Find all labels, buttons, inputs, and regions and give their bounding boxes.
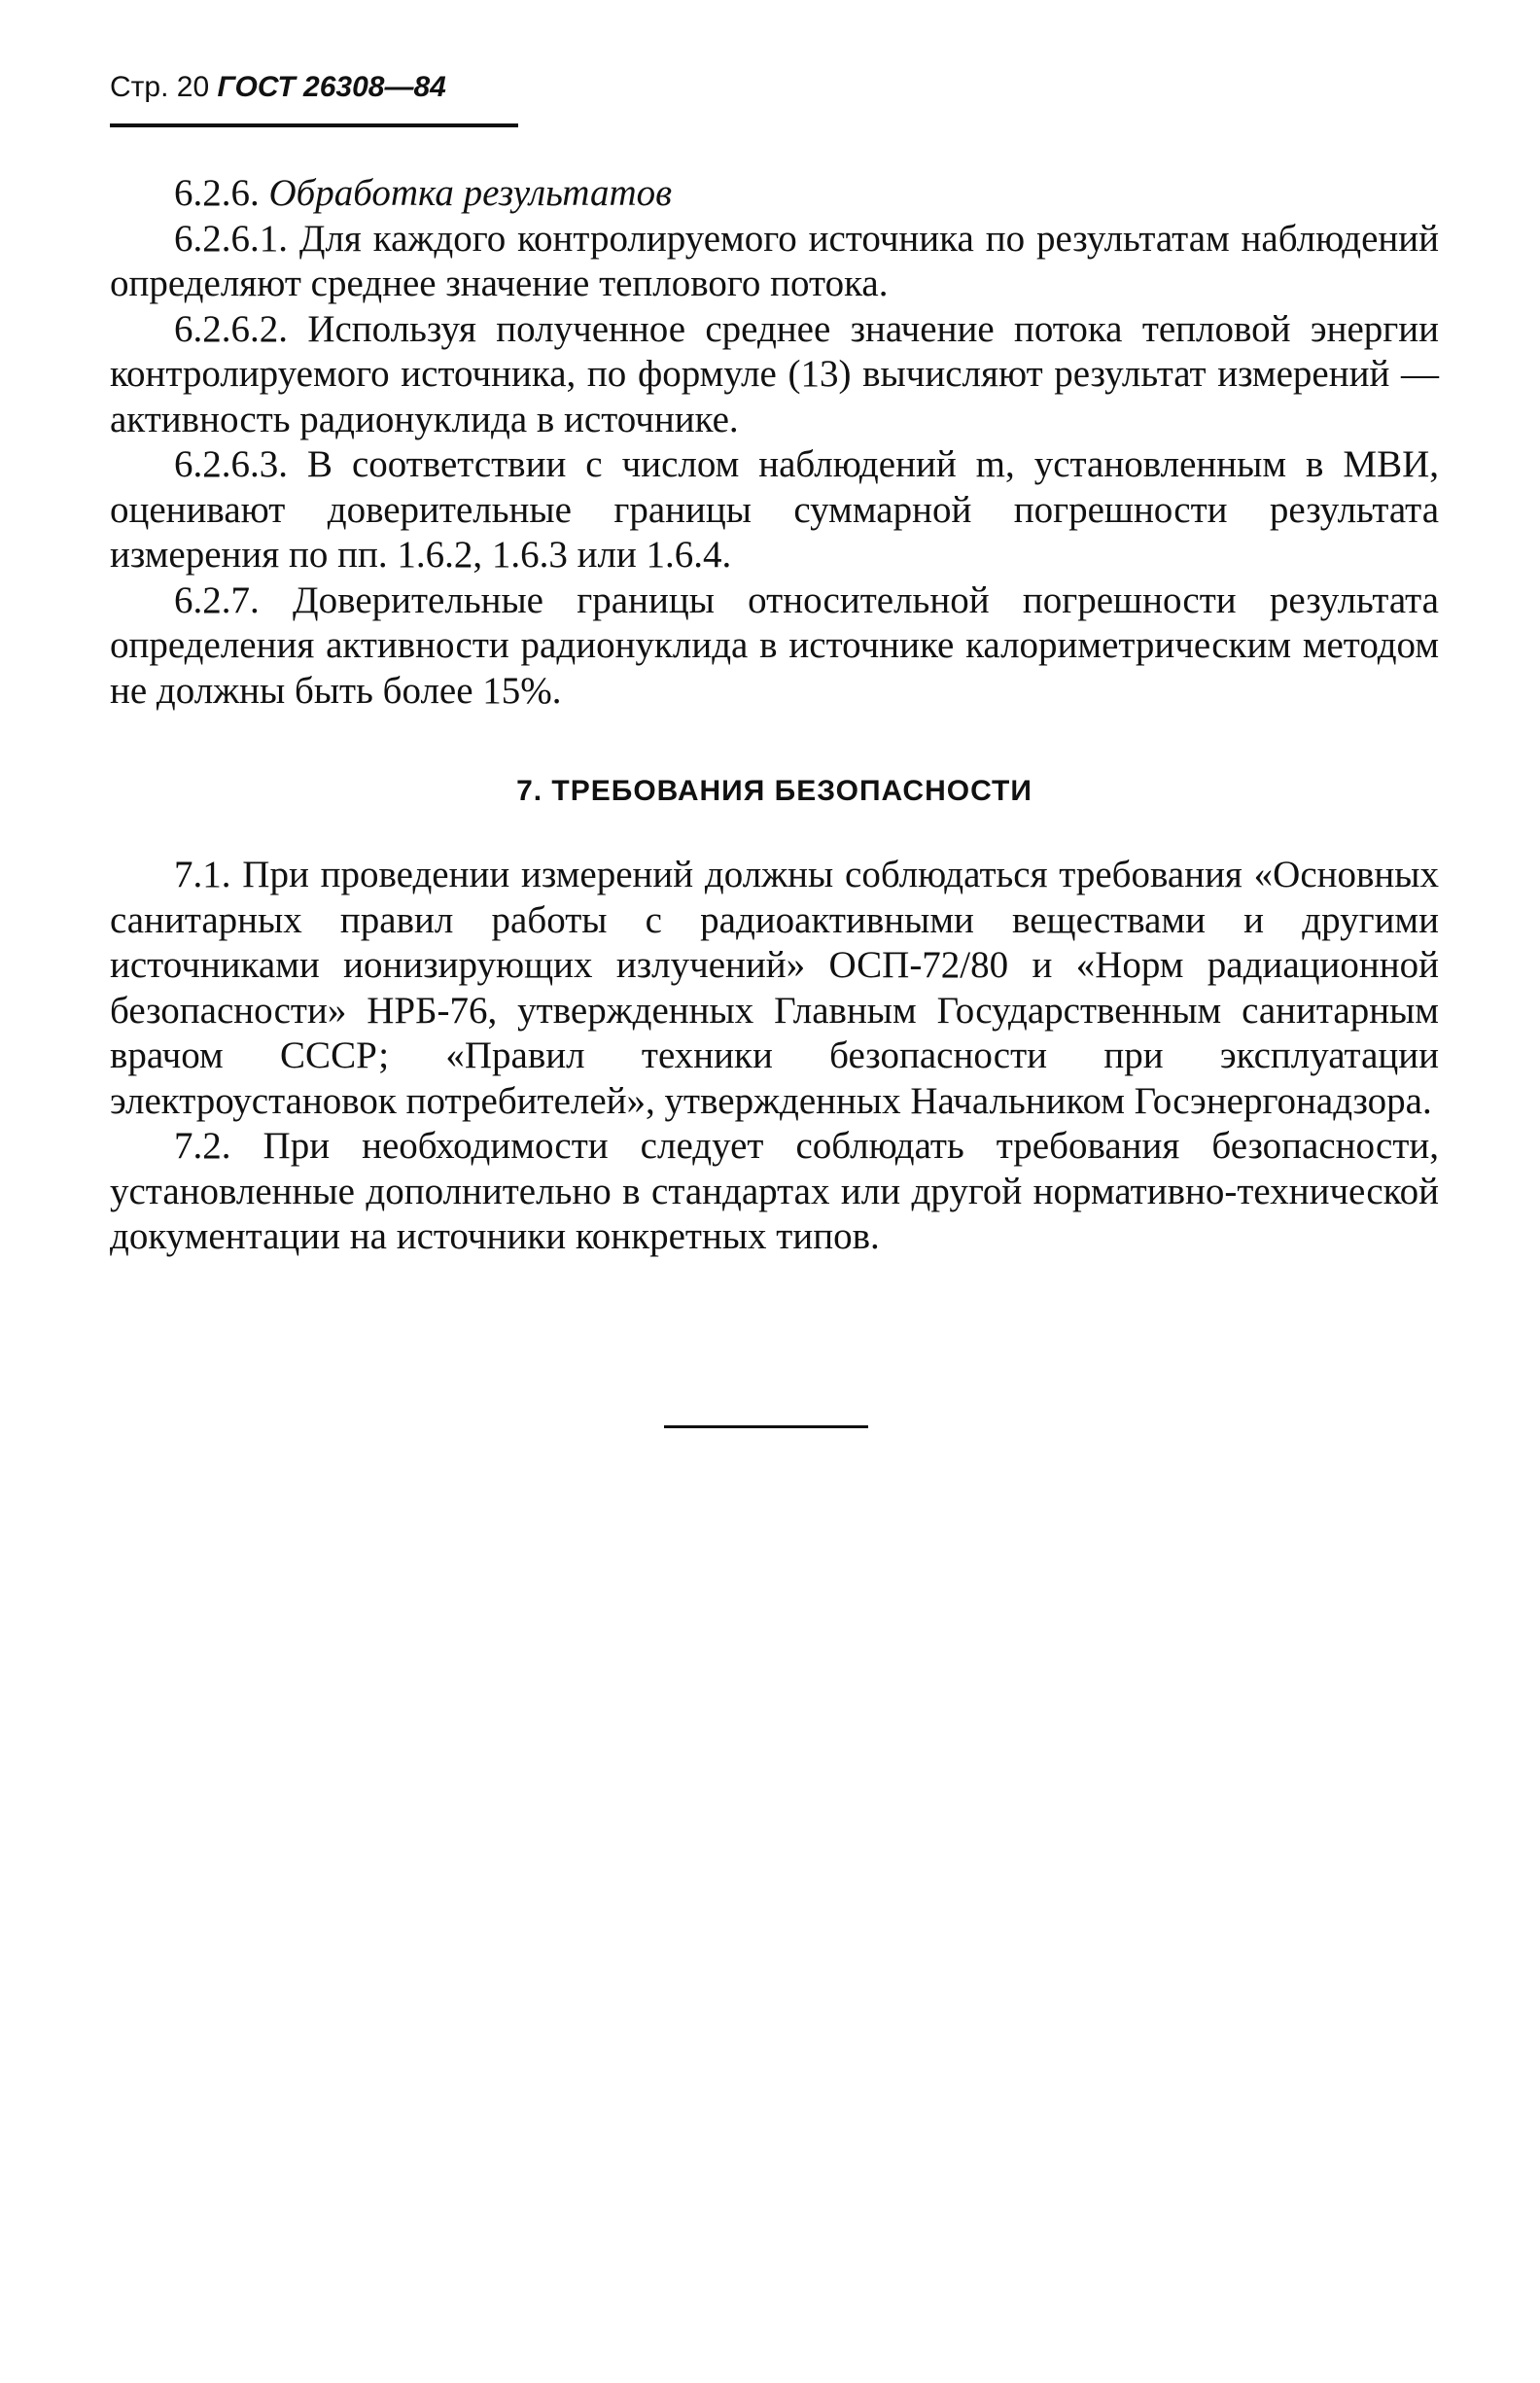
clause-7-1: 7.1. При проведении измерений должны соблюдаться требования «Основных санитарных правил работы с радиоактивными веществами и другими источниками ионизирующих излучений» ОСП-72/80 и «Норм радиационной безопасности» НРБ-76, утвержденных Главным Государственным санитарным врачом СССР; «Правил техники безопасности при эксплуатации электроустановок потребителей», утвержденных Начальником Госэнергонадзора. xyxy=(110,854,1439,1122)
clause-6-2-6-title: Обработка результатов xyxy=(268,172,673,214)
clause-6-2-6-2: 6.2.6.2. Используя полученное среднее значение потока тепловой энергии контролируемого источника, по формуле (13) вычисляют результат измерений — активность радионуклида в источнике. xyxy=(110,307,1439,440)
clause-6-2-6-number: 6.2.6. xyxy=(174,172,260,214)
end-divider xyxy=(664,1425,868,1428)
page-number: Стр. 20 xyxy=(110,71,210,103)
standard-number: ГОСТ 26308—84 xyxy=(217,71,446,103)
clause-7-2: 7.2. При необходимости следует соблюдать требования безопасности, установленные дополнительно в стандартах или другой нормативно-технической документации на источники конкретных типов. xyxy=(110,1125,1439,1257)
clause-6-2-7: 6.2.7. Доверительные границы относительной погрешности результата определения активности радионуклида в источнике калориметрическим методом не должны быть более 15%. xyxy=(110,578,1439,712)
document-body xyxy=(110,171,1439,1260)
page-header xyxy=(110,68,446,107)
clause-6-2-6-1: 6.2.6.1. Для каждого контролируемого источника по результатам наблюдений определяют среднее значение теплового потока. xyxy=(110,217,1439,304)
clause-6-2-6-3: 6.2.6.3. В соответствии с числом наблюдений m, установленным в МВИ, оценивают доверительные границы суммарной погрешности результата измерения по пп. 1.6.2, 1.6.3 или 1.6.4. xyxy=(110,443,1439,576)
header-divider xyxy=(110,123,518,127)
clause-6-2-6 xyxy=(110,171,1439,217)
section-7-heading: 7. ТРЕБОВАНИЯ БЕЗОПАСНОСТИ xyxy=(516,775,1032,807)
